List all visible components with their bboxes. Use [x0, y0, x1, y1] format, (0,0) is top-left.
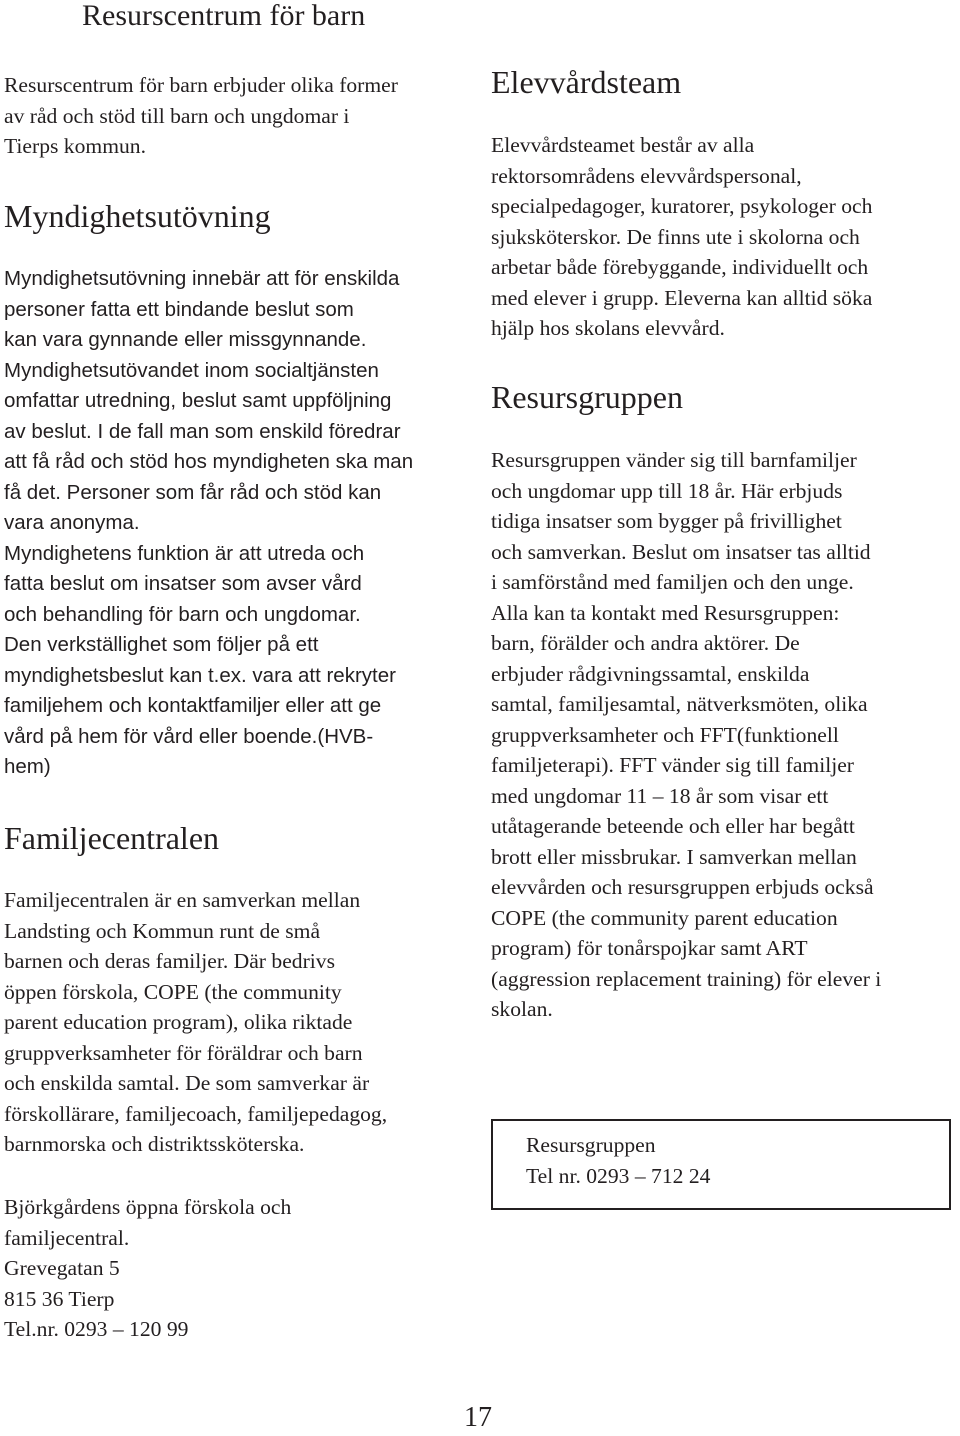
text-line: Tel.nr. 0293 – 120 99 [4, 1317, 189, 1341]
page-header: Resurscentrum för barn [82, 0, 366, 32]
text-line: samtal, familjesamtal, nätverksmöten, olika [491, 692, 868, 716]
text-line: Elevvårdsteamet består av alla [491, 133, 755, 157]
text-line: gruppverksamheter och FFT(funktionell [491, 722, 839, 747]
text-line: skolan. [491, 997, 553, 1021]
text-line: hjälp hos skolans elevvård. [491, 316, 725, 340]
text-line: program) för tonårspojkar samt ART [491, 936, 808, 960]
myndighet-paragraph [4, 264, 413, 783]
text-line: med ungdomar 11 – 18 år som visar ett [491, 783, 829, 808]
contact-name: Resursgruppen [526, 1133, 656, 1157]
text-line: utåtagerande beteende och eller har begått [491, 814, 855, 838]
text-line: familjehem och kontaktfamiljer eller att ge [4, 694, 382, 717]
myndighet-heading: Myndighetsutövning [4, 198, 271, 234]
text-line: familjeterapi). FFT vänder sig till familjer [491, 753, 855, 777]
text-line: COPE (the community parent education [491, 905, 838, 930]
text-line: Myndighetens funktion är att utreda och [4, 541, 365, 565]
text-line: barn, förälder och andra aktörer. De [491, 631, 800, 655]
text-line: arbetar både förebyggande, individuellt och [491, 255, 869, 279]
text-line: öppen förskola, COPE (the community [4, 979, 342, 1004]
elevvard-heading: Elevvårdsteam [491, 64, 682, 100]
text-line: myndighetsbeslut kan t.ex. vara att rekryter [4, 663, 396, 687]
text-line: Björkgårdens öppna förskola och [4, 1195, 292, 1219]
text-line: tidiga insatser som bygger på frivillighet [491, 509, 842, 533]
contact-text [526, 1130, 710, 1191]
resursgruppen-paragraph [491, 445, 881, 1025]
familjecentralen-paragraph [4, 885, 387, 1160]
text-line: Grevegatan 5 [4, 1256, 120, 1280]
text-line: brott eller missbrukar. I samverkan mellan [491, 844, 857, 869]
text-line: med elever i grupp. Eleverna kan alltid söka [491, 285, 873, 310]
text-line: hem) [4, 755, 51, 778]
text-line: elevvården och resursgruppen erbjuds också [491, 875, 874, 899]
text-line: omfattar utredning, beslut samt uppföljning [4, 389, 392, 412]
familjecentralen-heading: Familjecentralen [4, 820, 220, 856]
text-line: få det. Personer som får råd och stöd kan [4, 480, 382, 504]
text-line: i samförstånd med familjen och den unge. [491, 570, 854, 594]
text-line: kan vara gynnande eller missgynnande. [4, 328, 367, 351]
text-line: barnen och deras familjer. Där bedrivs [4, 949, 335, 973]
text-line: Myndighetsutövning innebär att för enskilda [4, 267, 400, 290]
text-line: sjuksköterskor. De finns ute i skolorna och [491, 224, 860, 249]
text-line: parent education program), olika riktade [4, 1010, 353, 1034]
text-line: vård på hem för vård eller boende.(HVB- [4, 724, 374, 748]
text-line: Resurscentrum för barn erbjuder olika former [4, 73, 398, 97]
text-line: barnmorska och distriktssköterska. [4, 1132, 305, 1156]
text-line: och enskilda samtal. De som samverkar är [4, 1071, 370, 1095]
text-line: fatta beslut om insatser som avser vård [4, 572, 362, 595]
text-line: Landsting och Kommun runt de små [4, 918, 321, 943]
text-line: Tierps kommun. [4, 134, 146, 158]
contact-phone: Tel nr. 0293 – 712 24 [526, 1163, 711, 1188]
text-line: Alla kan ta kontakt med Resursgruppen: [491, 600, 840, 625]
text-line: Den verkställighet som följer på ett [4, 633, 319, 656]
text-line: och behandling för barn och ungdomar. [4, 602, 361, 626]
text-line: och samverkan. Beslut om insatser tas alltid [491, 539, 871, 564]
text-line: familjecentral. [4, 1225, 130, 1250]
elevvard-paragraph [491, 130, 872, 344]
text-line: erbjuder rådgivningssamtal, enskilda [491, 661, 810, 686]
text-line: Resursgruppen vänder sig till barnfamiljer [491, 448, 857, 472]
text-line: vara anonyma. [4, 511, 140, 534]
text-line: specialpedagoger, kuratorer, psykologer och [491, 194, 873, 218]
text-line: personer fatta ett bindande beslut som [4, 297, 354, 321]
text-line: av beslut. I de fall man som enskild föredrar [4, 419, 401, 443]
text-line: 815 36 Tierp [4, 1286, 115, 1311]
text-line: rektorsområdens elevvårdspersonal, [491, 163, 802, 188]
text-line: Myndighetsutövandet inom socialtjänsten [4, 358, 379, 382]
text-line: av råd och stöd till barn och ungdomar i [4, 103, 350, 128]
text-line: och ungdomar upp till 18 år. Här erbjuds [491, 478, 843, 503]
text-line: förskollärare, familjecoach, familjepedagog, [4, 1101, 388, 1126]
text-line: gruppverksamheter för föräldrar och barn [4, 1040, 363, 1065]
address-block [4, 1192, 291, 1345]
intro-paragraph [4, 70, 398, 162]
text-line: Familjecentralen är en samverkan mellan [4, 888, 361, 912]
resursgruppen-heading: Resursgruppen [491, 379, 683, 415]
text-line: att få råd och stöd hos myndigheten ska man [4, 450, 414, 473]
page-number: 17 [464, 1402, 492, 1433]
contact-box [491, 1119, 951, 1210]
text-line: (aggression replacement training) för elever i [491, 966, 882, 991]
